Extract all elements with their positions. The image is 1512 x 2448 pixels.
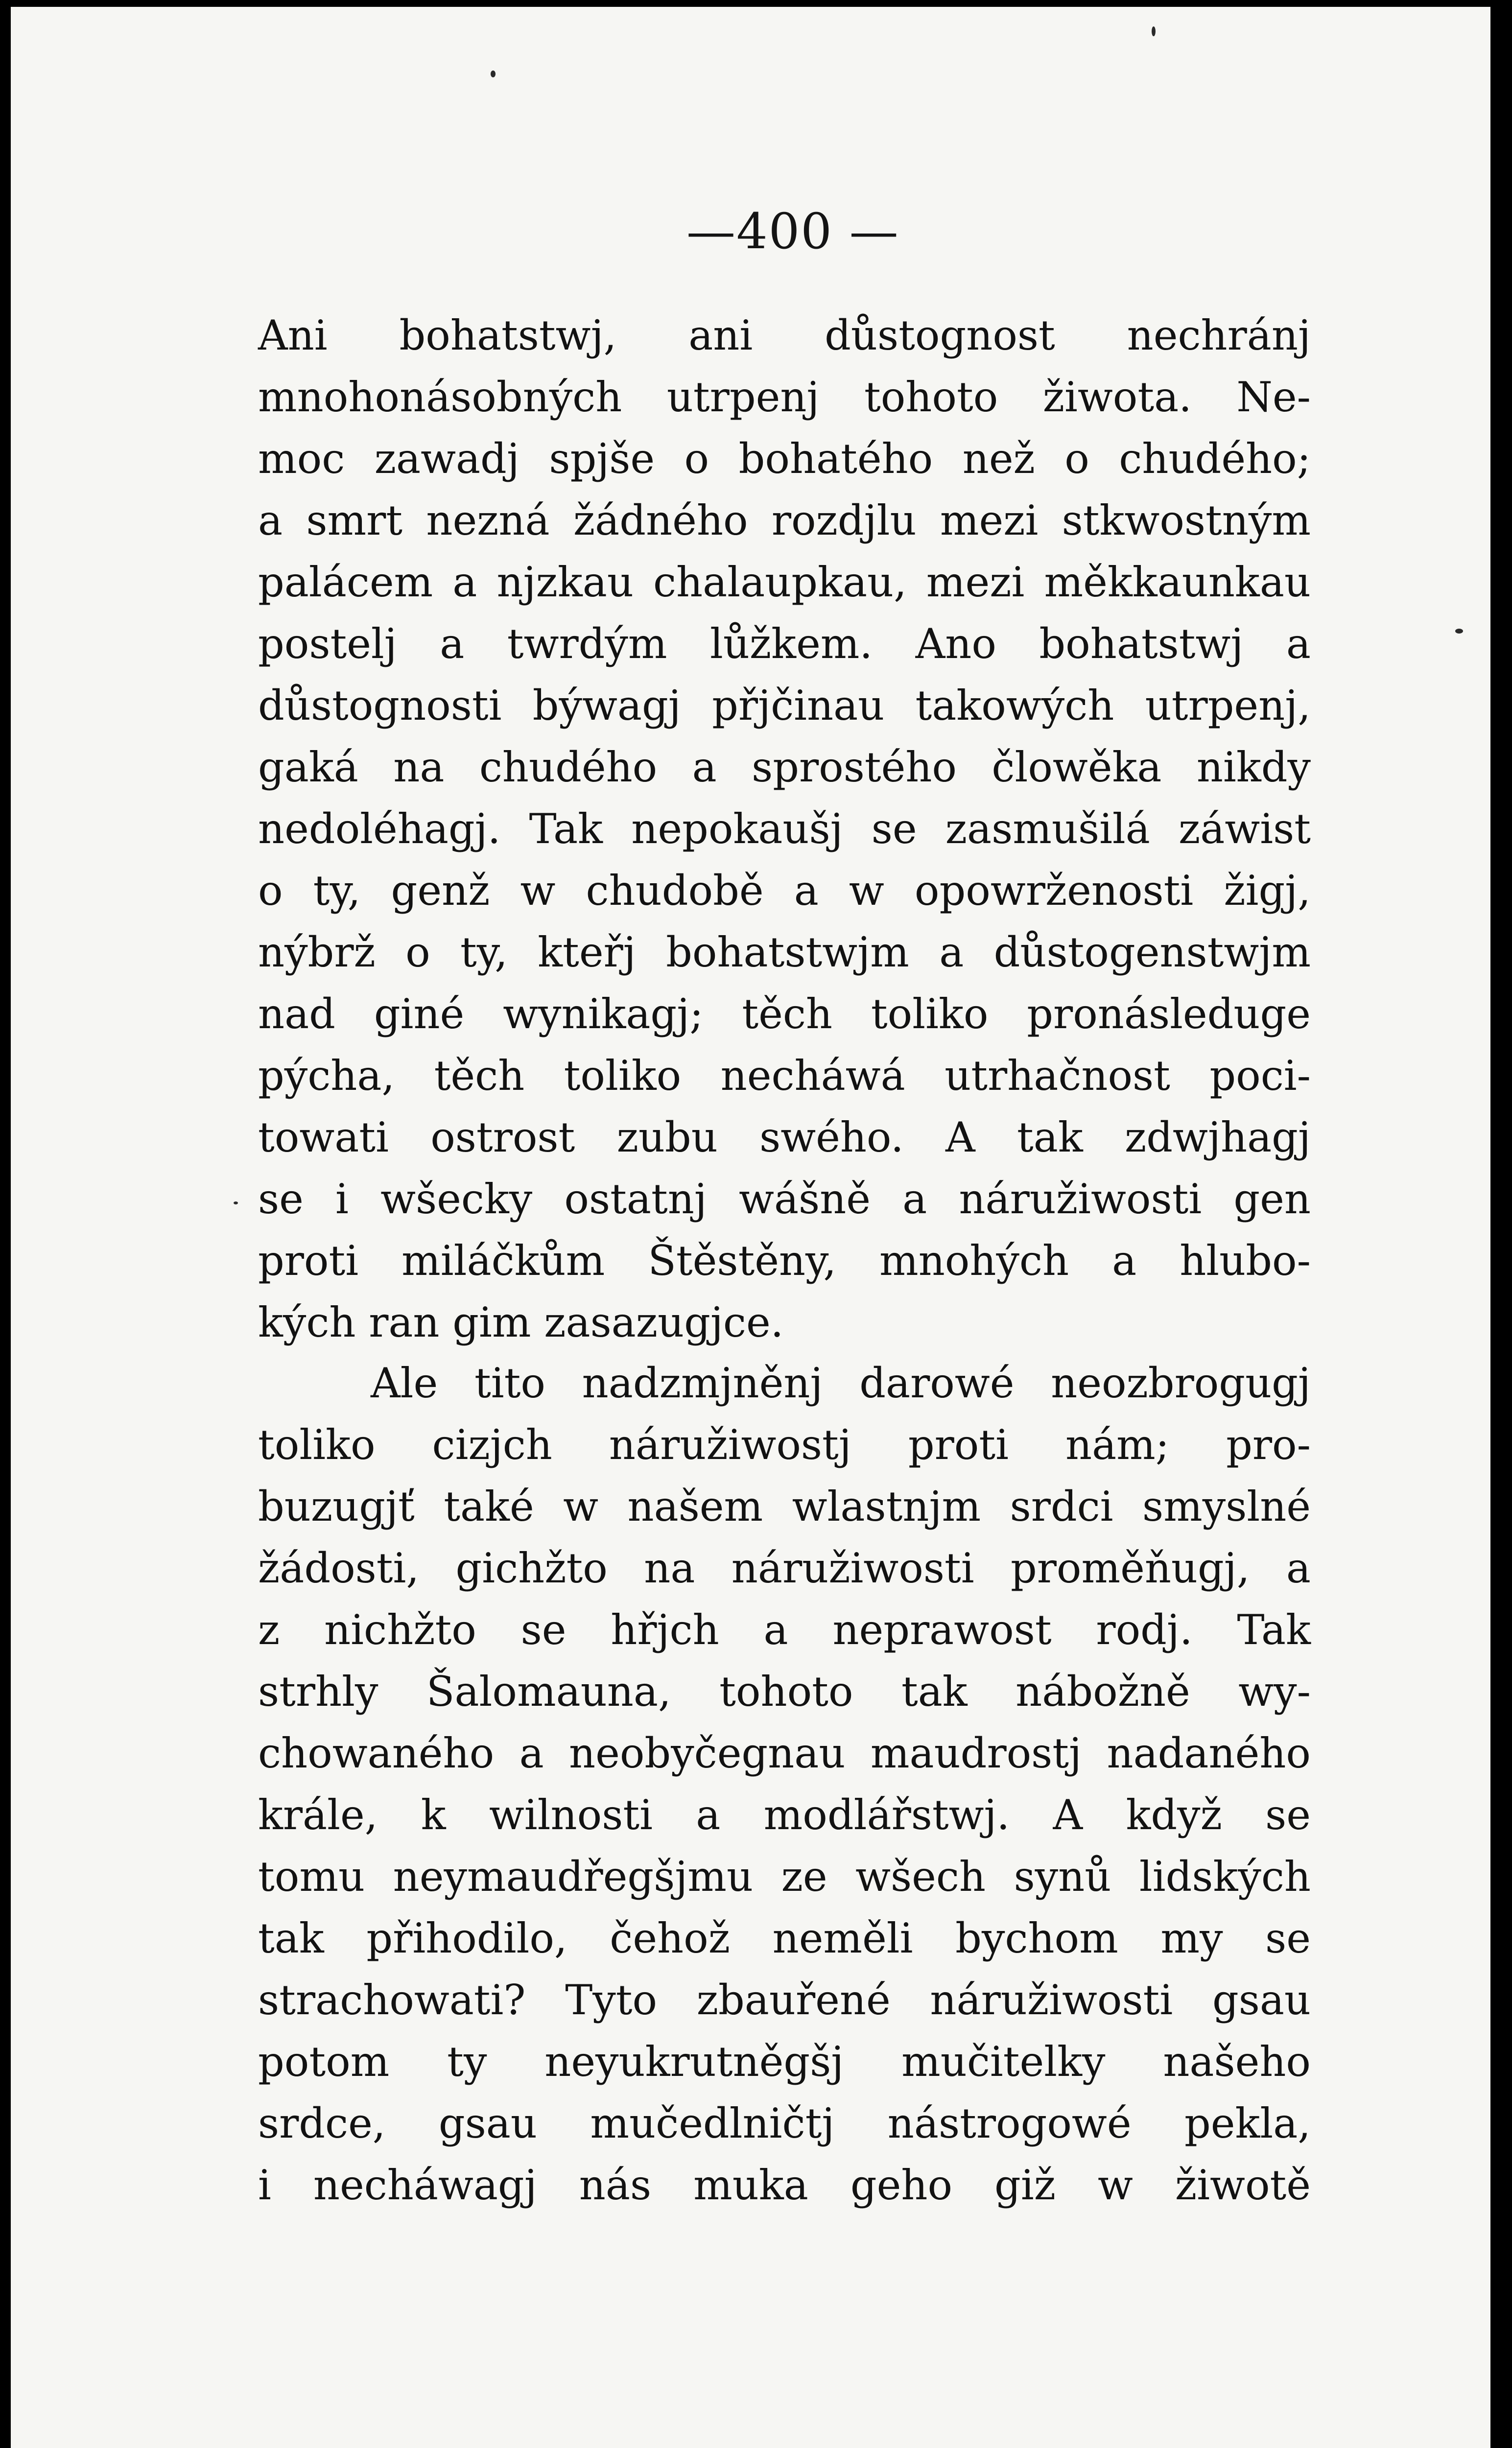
text-line: srdce, gsau mučedlničtj nástrogowé pekla, [258,2099,1311,2147]
text-line: důstognosti býwagj přjčinau takowých utrpenj, [258,682,1311,730]
text-line: towati ostrost zubu swého. A tak zdwjhagj [258,1113,1311,1161]
scan-speck [234,1201,238,1204]
text-line: strhly Šalomauna, tohoto tak nábožně wy- [258,1668,1311,1716]
scan-speck [1455,629,1463,634]
text-line: se i wšecky ostatnj wášně a náružiwosti gen [258,1175,1311,1223]
text-line: toliko cizjch náružiwostj proti nám; pro- [258,1421,1311,1469]
text-line: buzugjť také w našem wlastnjm srdci smyslné [258,1483,1311,1530]
scan-speck [1152,26,1156,36]
text-line: tomu neymaudřegšjmu ze wšech synů lidských [258,1853,1311,1901]
text-line: i necháwagj nás muka geho giž w žiwotě [258,2161,1311,2209]
text-line: mnohonásobných utrpenj tohoto žiwota. Ne- [258,373,1311,421]
text-line: strachowati? Tyto zbauřené náružiwosti gsau [258,1976,1311,2024]
paragraph-1 [258,305,1311,1353]
text-line: nýbrž o ty, kteřj bohatstwjm a důstogenstwjm [258,928,1311,976]
scan-speck [491,71,496,77]
paragraph-2 [258,1352,1311,2216]
text-line: palácem a njzkau chalaupkau, mezi měkkaunkau [258,558,1311,606]
text-line: tak přihodilo, čehož neměli bychom my se [258,1914,1311,1962]
text-line: potom ty neyukrutněgšj mučitelky našeho [258,2038,1311,2086]
text-line: a smrt nezná žádného rozdjlu mezi stkwostným [258,496,1311,544]
text-line: pýcha, těch toliko necháwá utrhačnost poci- [258,1052,1311,1100]
text-line: z nichžto se hřjch a neprawost rodj. Tak [258,1606,1311,1654]
text-line: Ale tito nadzmjněnj darowé neozbrogugj [371,1359,1311,1407]
text-line: Ani bohatstwj, ani důstognost nechránj [258,311,1311,359]
text-line: chowaného a neobyčegnau maudrostj nadaného [258,1729,1311,1777]
text-line: moc zawadj spjše o bohatého než o chudého; [258,435,1311,483]
text-line: proti miláčkům Štěstěny, mnohých a hlubo- [258,1237,1311,1285]
text-line: nad giné wynikagj; těch toliko pronásleduge [258,990,1311,1038]
text-line: kých ran gim zasazugjce. [258,1298,784,1346]
page-number: —400 — [686,203,899,260]
text-line: krále, k wilnosti a modlářstwj. A když se [258,1791,1311,1839]
text-line: nedoléhagj. Tak nepokaušj se zasmušilá záwist [258,805,1311,853]
text-line: postelj a twrdým lůžkem. Ano bohatstwj a [258,620,1311,668]
text-line: žádosti, gichžto na náružiwosti proměňugj, a [258,1544,1311,1592]
text-line: gaká na chudého a sprostého člowěka nikdy [258,743,1311,791]
book-page [11,7,1490,2448]
text-line: o ty, genž w chudobě a w opowrženosti žigj, [258,867,1311,915]
